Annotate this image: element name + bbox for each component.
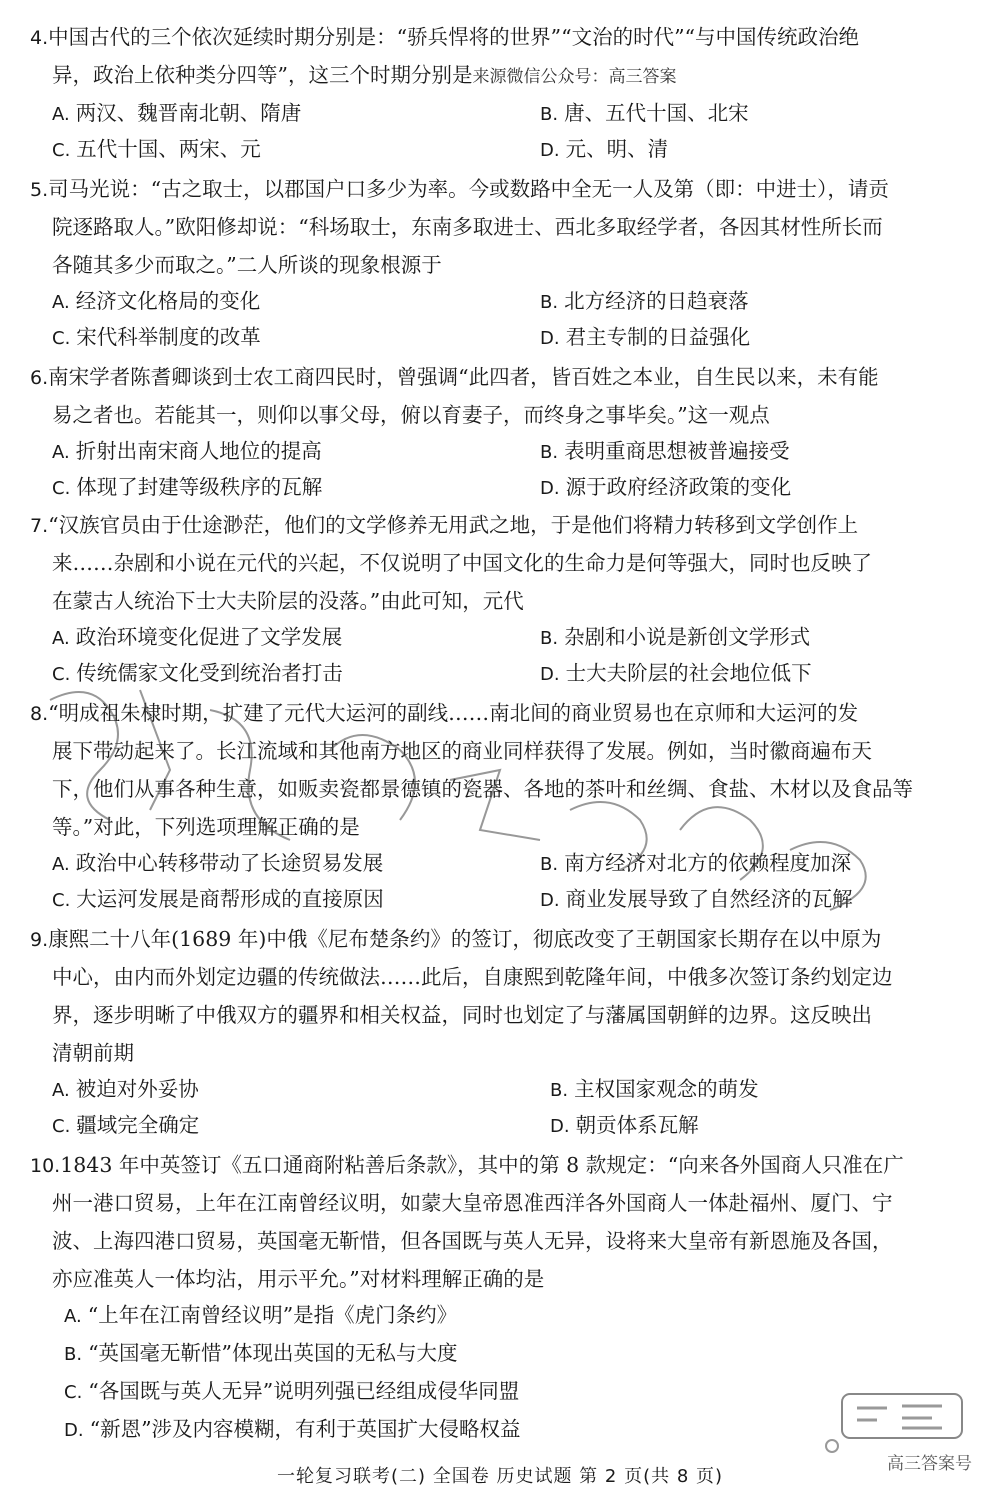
- question-stem-text: 南宋学者陈耆卿谈到士农工商四民时，曾强调“此四者，皆百姓之本业，自生民以来，未有能: [48, 365, 879, 389]
- option-a: [52, 432, 322, 470]
- option-text: 政治中心转移带动了长途贸易发展: [75, 851, 384, 875]
- option-text: 杂剧和小说是新创文学形式: [564, 625, 811, 649]
- question-stem-line: [52, 996, 982, 1034]
- option-a: [64, 1296, 457, 1334]
- question-stem-line: [52, 544, 982, 582]
- question-stem-text: 异，政治上依种类分四等”，这三个时期分别是: [52, 63, 473, 87]
- logo-icon: [822, 1388, 982, 1458]
- question-number-label: 7.: [30, 515, 49, 537]
- option-text: 南方经济对北方的依赖程度加深: [564, 851, 852, 875]
- option-label: C.: [52, 890, 71, 911]
- question-stem-line: [52, 582, 982, 620]
- question-stem-text: 展下带动起来了。长江流域和其他南方地区的商业同样获得了发展。例如，当时徽商遍布天: [52, 739, 872, 763]
- option-text: 朝贡体系瓦解: [575, 1113, 699, 1137]
- option-b: [540, 844, 851, 882]
- option-d: [540, 318, 750, 356]
- option-b: [64, 1334, 458, 1372]
- question-stem-line: [30, 358, 980, 396]
- option-text: 元、明、清: [565, 137, 669, 161]
- option-d: [540, 654, 812, 692]
- option-b: [540, 618, 810, 656]
- option-c: [52, 130, 261, 168]
- question-stem-text: 中心，由内而外划定边疆的传统做法……此后，自康熙到乾隆年间，中俄多次签订条约划定边: [52, 965, 893, 989]
- option-label: B.: [550, 1080, 569, 1101]
- option-text: “新恩”涉及内容模糊，有利于英国扩大侵略权益: [89, 1417, 521, 1441]
- option-label: A.: [52, 292, 70, 313]
- question-stem-line: [52, 958, 982, 996]
- question-stem-line: [52, 1222, 982, 1260]
- option-text: 表明重商思想被普遍接受: [564, 439, 790, 463]
- option-d: [64, 1410, 521, 1448]
- option-a: [52, 94, 301, 132]
- option-label: B.: [540, 292, 559, 313]
- option-text: 被迫对外妥协: [75, 1077, 199, 1101]
- question-stem-line: [30, 506, 980, 544]
- question-stem-line: [52, 732, 982, 770]
- question-stem-text: 易之者也。若能其一，则仰以事父母，俯以育妻子，而终身之事毕矣。”这一观点: [52, 403, 770, 427]
- option-text: 北方经济的日趋衰落: [564, 289, 749, 313]
- option-text: “各国既与英人无异”说明列强已经组成侵华同盟: [88, 1379, 520, 1403]
- question-stem-text: 在蒙古人统治下士大夫阶层的没落。”由此可知，元代: [52, 589, 524, 613]
- option-label: C.: [52, 664, 71, 685]
- question-stem-line: [52, 1034, 982, 1072]
- option-label: C.: [52, 478, 71, 499]
- question-stem-text: 院逐路取人。”欧阳修却说：“科场取士，东南多取进士、西北多取经学者，各因其材性所长而: [52, 215, 883, 239]
- question-number-label: 6.: [30, 367, 49, 389]
- option-a: [52, 844, 383, 882]
- option-text: 宋代科举制度的改革: [76, 325, 261, 349]
- source-note: 来源微信公众号：高三答案: [472, 67, 677, 87]
- option-b: [550, 1070, 759, 1108]
- question-stem-line: [30, 170, 980, 208]
- question-number-label: 10.: [30, 1155, 61, 1177]
- page-footer: 一轮复习联考(二) 全国卷 历史试题 第 2 页(共 8 页): [276, 1466, 724, 1487]
- option-c: [64, 1372, 519, 1410]
- question-stem-line: [30, 1146, 980, 1184]
- option-text: 传统儒家文化受到统治者打击: [76, 661, 343, 685]
- option-label: A.: [52, 854, 70, 875]
- option-text: 源于政府经济政策的变化: [565, 475, 792, 499]
- option-text: 君主专制的日益强化: [565, 325, 751, 349]
- question-stem-text: 等。”对此，下列选项理解正确的是: [52, 815, 360, 839]
- option-b: [540, 282, 749, 320]
- question-stem-text: 州一港口贸易，上年在江南曾经议明，如蒙大皇帝恩准西洋各外国商人一体赴福州、厦门、宁: [52, 1191, 893, 1215]
- option-text: 大运河发展是商帮形成的直接原因: [76, 887, 384, 911]
- option-label: D.: [64, 1420, 84, 1441]
- question-stem-text: 亦应准英人一体均沾，用示平允。”对材料理解正确的是: [52, 1267, 545, 1291]
- option-label: D.: [540, 328, 560, 349]
- option-label: C.: [52, 1116, 71, 1137]
- option-c: [52, 880, 384, 918]
- question-stem-line: [52, 808, 982, 846]
- option-b: [540, 432, 790, 470]
- option-label: D.: [540, 478, 560, 499]
- option-label: D.: [540, 890, 560, 911]
- option-a: [52, 282, 260, 320]
- option-label: B.: [540, 442, 559, 463]
- option-label: A.: [52, 104, 70, 125]
- question-stem-text: 1843 年中英签订《五口通商附粘善后条款》，其中的第 8 款规定：“向来各外国商人只准在广: [60, 1153, 904, 1177]
- option-label: D.: [540, 664, 560, 685]
- question-stem-line: [52, 246, 982, 284]
- option-label: A.: [52, 628, 70, 649]
- question-stem-text: 波、上海四港口贸易，英国毫无靳惜，但各国既与英人无异，设将来大皇帝有新恩施及各国，: [52, 1229, 893, 1253]
- option-b: [540, 94, 749, 132]
- option-text: 五代十国、两宋、元: [76, 137, 261, 161]
- question-stem-text: 清朝前期: [52, 1041, 134, 1065]
- question-number-label: 8.: [30, 703, 49, 725]
- question-stem-text: 界，逐步明晰了中俄双方的疆界和相关权益，同时也划定了与藩属国朝鲜的边界。这反映出: [52, 1003, 872, 1027]
- question-number-label: 9.: [30, 929, 49, 951]
- option-label: B.: [64, 1344, 83, 1365]
- option-label: B.: [540, 628, 559, 649]
- question-number-label: 5.: [30, 179, 49, 201]
- question-stem-line: [52, 396, 982, 434]
- question-stem-text: 司马光说：“古之取士，以郡国户口多少为率。今或数路中全无一人及第（即：中进士），请贡: [48, 177, 889, 201]
- option-d: [550, 1106, 699, 1144]
- option-label: B.: [540, 104, 559, 125]
- option-c: [52, 468, 322, 506]
- option-text: 两汉、魏晋南北朝、隋唐: [75, 101, 302, 125]
- option-label: A.: [52, 442, 70, 463]
- option-label: B.: [540, 854, 559, 875]
- option-label: D.: [540, 140, 560, 161]
- question-stem-line: [52, 208, 982, 246]
- option-text: 体现了封建等级秩序的瓦解: [76, 475, 323, 499]
- question-stem-text: 下，他们从事各种生意，如贩卖瓷都景德镇的瓷器、各地的茶叶和丝绸、食盐、木材以及食品等: [52, 777, 913, 801]
- question-number-label: 4.: [30, 27, 49, 49]
- option-text: “英国毫无靳惜”体现出英国的无私与大度: [88, 1341, 458, 1365]
- option-text: 主权国家观念的萌发: [574, 1077, 759, 1101]
- option-a: [52, 618, 342, 656]
- option-d: [540, 468, 791, 506]
- option-a: [52, 1070, 199, 1108]
- question-stem-line: [52, 770, 982, 808]
- question-stem-line: [30, 920, 980, 958]
- option-label: C.: [64, 1382, 83, 1403]
- option-d: [540, 130, 668, 168]
- option-label: A.: [64, 1306, 82, 1327]
- option-c: [52, 654, 343, 692]
- question-number: [30, 18, 980, 56]
- option-label: C.: [52, 140, 71, 161]
- option-label: C.: [52, 328, 71, 349]
- option-text: 政治环境变化促进了文学发展: [75, 625, 343, 649]
- question-stem-line: [52, 1260, 982, 1298]
- question-stem-text: 来……杂剧和小说在元代的兴起，不仅说明了中国文化的生命力是何等强大，同时也反映了: [52, 551, 872, 575]
- option-label: A.: [52, 1080, 70, 1101]
- option-text: 经济文化格局的变化: [75, 289, 261, 313]
- question-stem-text: 康熙二十八年(1689 年)中俄《尼布楚条约》的签订，彻底改变了王朝国家长期存在以中原为: [48, 927, 882, 951]
- question-stem-text: 各随其多少而取之。”二人所谈的现象根源于: [52, 253, 442, 277]
- option-d: [540, 880, 853, 918]
- option-text: “上年在江南曾经议明”是指《虎门条约》: [87, 1303, 458, 1327]
- question-stem-line: [30, 694, 980, 732]
- question-stem-line: 中国古代的三个依次延续时期分别是：“骄兵悍将的世界”“文治的时代”“与中国传统政治绝: [48, 25, 860, 49]
- question-stem-text: “汉族官员由于仕途渺茫，他们的文学修养无用武之地，于是他们将精力转移到文学创作上: [48, 513, 859, 537]
- option-text: 疆域完全确定: [76, 1113, 200, 1137]
- option-text: 唐、五代十国、北宋: [564, 101, 749, 125]
- logo-caption: 高三答案号: [887, 1454, 972, 1474]
- option-label: D.: [550, 1116, 570, 1137]
- question-stem-text: “明成祖朱棣时期，扩建了元代大运河的副线……南北间的商业贸易也在京师和大运河的发: [48, 701, 859, 725]
- option-text: 士大夫阶层的社会地位低下: [565, 661, 812, 685]
- question-stem-line: [52, 1184, 982, 1222]
- option-c: [52, 318, 261, 356]
- option-text: 折射出南宋商人地位的提高: [75, 439, 322, 463]
- option-text: 商业发展导致了自然经济的瓦解: [565, 887, 853, 911]
- option-c: [52, 1106, 199, 1144]
- question-stem-line: [52, 56, 982, 94]
